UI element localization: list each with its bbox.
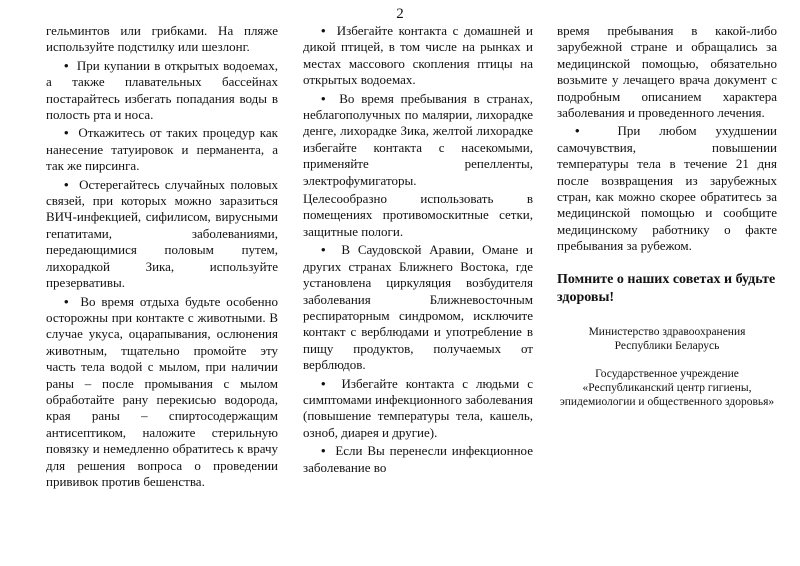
bullet-text: Если Вы перенесли инфекционное заболевание во	[303, 443, 533, 475]
bullet-item	[303, 242, 533, 373]
bullet-text: Во время пребывания в странах, неблагополучных по малярии, лихорадке денге, лихорадке Зика, желтой лихорадке избегайте контакта с насекомыми, применяйте репелленты, электрофумигаторы.	[303, 90, 533, 188]
bullet-text: При любом ухудшении самочувствия, повышении температуры тела в течение 21 дня после возвращения из зарубежных стран, как можно скорее обратитесь за медицинской помощью и сообщите медицинскому работнику о факте пребывания за рубежом.	[557, 123, 777, 254]
bullet-item	[46, 125, 278, 174]
bullet-text: Избегайте контакта с людьми с симптомами инфекционного заболевания (повышение температуры тела, кашель, озноб, диарея и другие).	[303, 375, 533, 440]
closing-message: Помните о наших советах и будьте здоровы!	[557, 271, 776, 305]
bullet-item	[303, 443, 533, 476]
column-middle	[303, 23, 533, 478]
credit-line: Министерство здравоохранения	[588, 325, 746, 338]
bullet-text: Избегайте контакта с домашней и дикой птицей, в том числе на рынках и местах массового скопления птицы на открытых водоемах.	[303, 23, 533, 88]
bullet-text: В Саудовской Аравии, Омане и других странах Ближнего Востока, где установлена циркуляция возбудителя заболевания Ближневосточным респираторным синдромом, исключите контакт с верблюдами и употребление в пищу продуктов, получаемых от верблюдов.	[303, 242, 533, 373]
column-right	[557, 23, 777, 423]
bullet-text: Во время отдыха будьте особенно осторожны при контакте с животными. В случае укуса, оцарапывания, ослюнения животным, тщательно промойте эту часть тела водой с мылом, при наличии раны – после промывания с мылом обработайте рану перекисью водорода, края раны – спиртосодержащим антисептиком, наложите стерильную повязку и немедленно обратитесь к врачу для решения вопроса о проведении прививок против бешенства.	[46, 293, 278, 489]
bullet-item	[557, 123, 777, 254]
credit-line: эпидемиологии и общественного здоровья»	[559, 395, 775, 408]
credit-line: Республики Беларусь	[614, 339, 720, 352]
bullet-item	[46, 294, 278, 491]
bullet-text: При купании в открытых водоемах, а также плавательных бассейнах постарайтесь избегать попадания воды в полость рта и носа.	[46, 57, 278, 123]
bullet-item	[46, 177, 278, 292]
bullet-item	[303, 376, 533, 442]
institution-credit	[557, 367, 777, 409]
bullet-item	[303, 91, 533, 189]
credit-line: Государственное учреждение	[595, 367, 739, 380]
column-left	[46, 23, 278, 492]
ministry-credit	[557, 325, 777, 353]
bullet-item	[303, 23, 533, 89]
bullet-text: Остерегайтесь случайных половых связей, при которых можно заразиться ВИЧ-инфекцией, сифилисом, вирусными гепатитами, заболеваниями, передающимися половым путем, лихорадкой Зика, используйте презервативы.	[46, 176, 278, 291]
paragraph: Целесообразно использовать в помещениях противомоскитные сетки, защитные пологи.	[303, 191, 533, 239]
paragraph: время пребывания в какой-либо зарубежной стране и обращались за медицинской помощью, обязательно возьмите у лечащего врача документ с подробным описанием характера заболевания и проведенного лечения.	[557, 23, 777, 121]
paragraph: гельминтов или грибками. На пляже используйте подстилку или шезлонг.	[46, 23, 278, 55]
page-number: 2	[396, 6, 404, 22]
credit-line: «Республиканский центр гигиены,	[582, 381, 752, 394]
bullet-item	[46, 58, 278, 124]
bullet-text: Откажитесь от таких процедур как нанесение татуировок и перманента, а так же пирсинга.	[46, 125, 278, 174]
